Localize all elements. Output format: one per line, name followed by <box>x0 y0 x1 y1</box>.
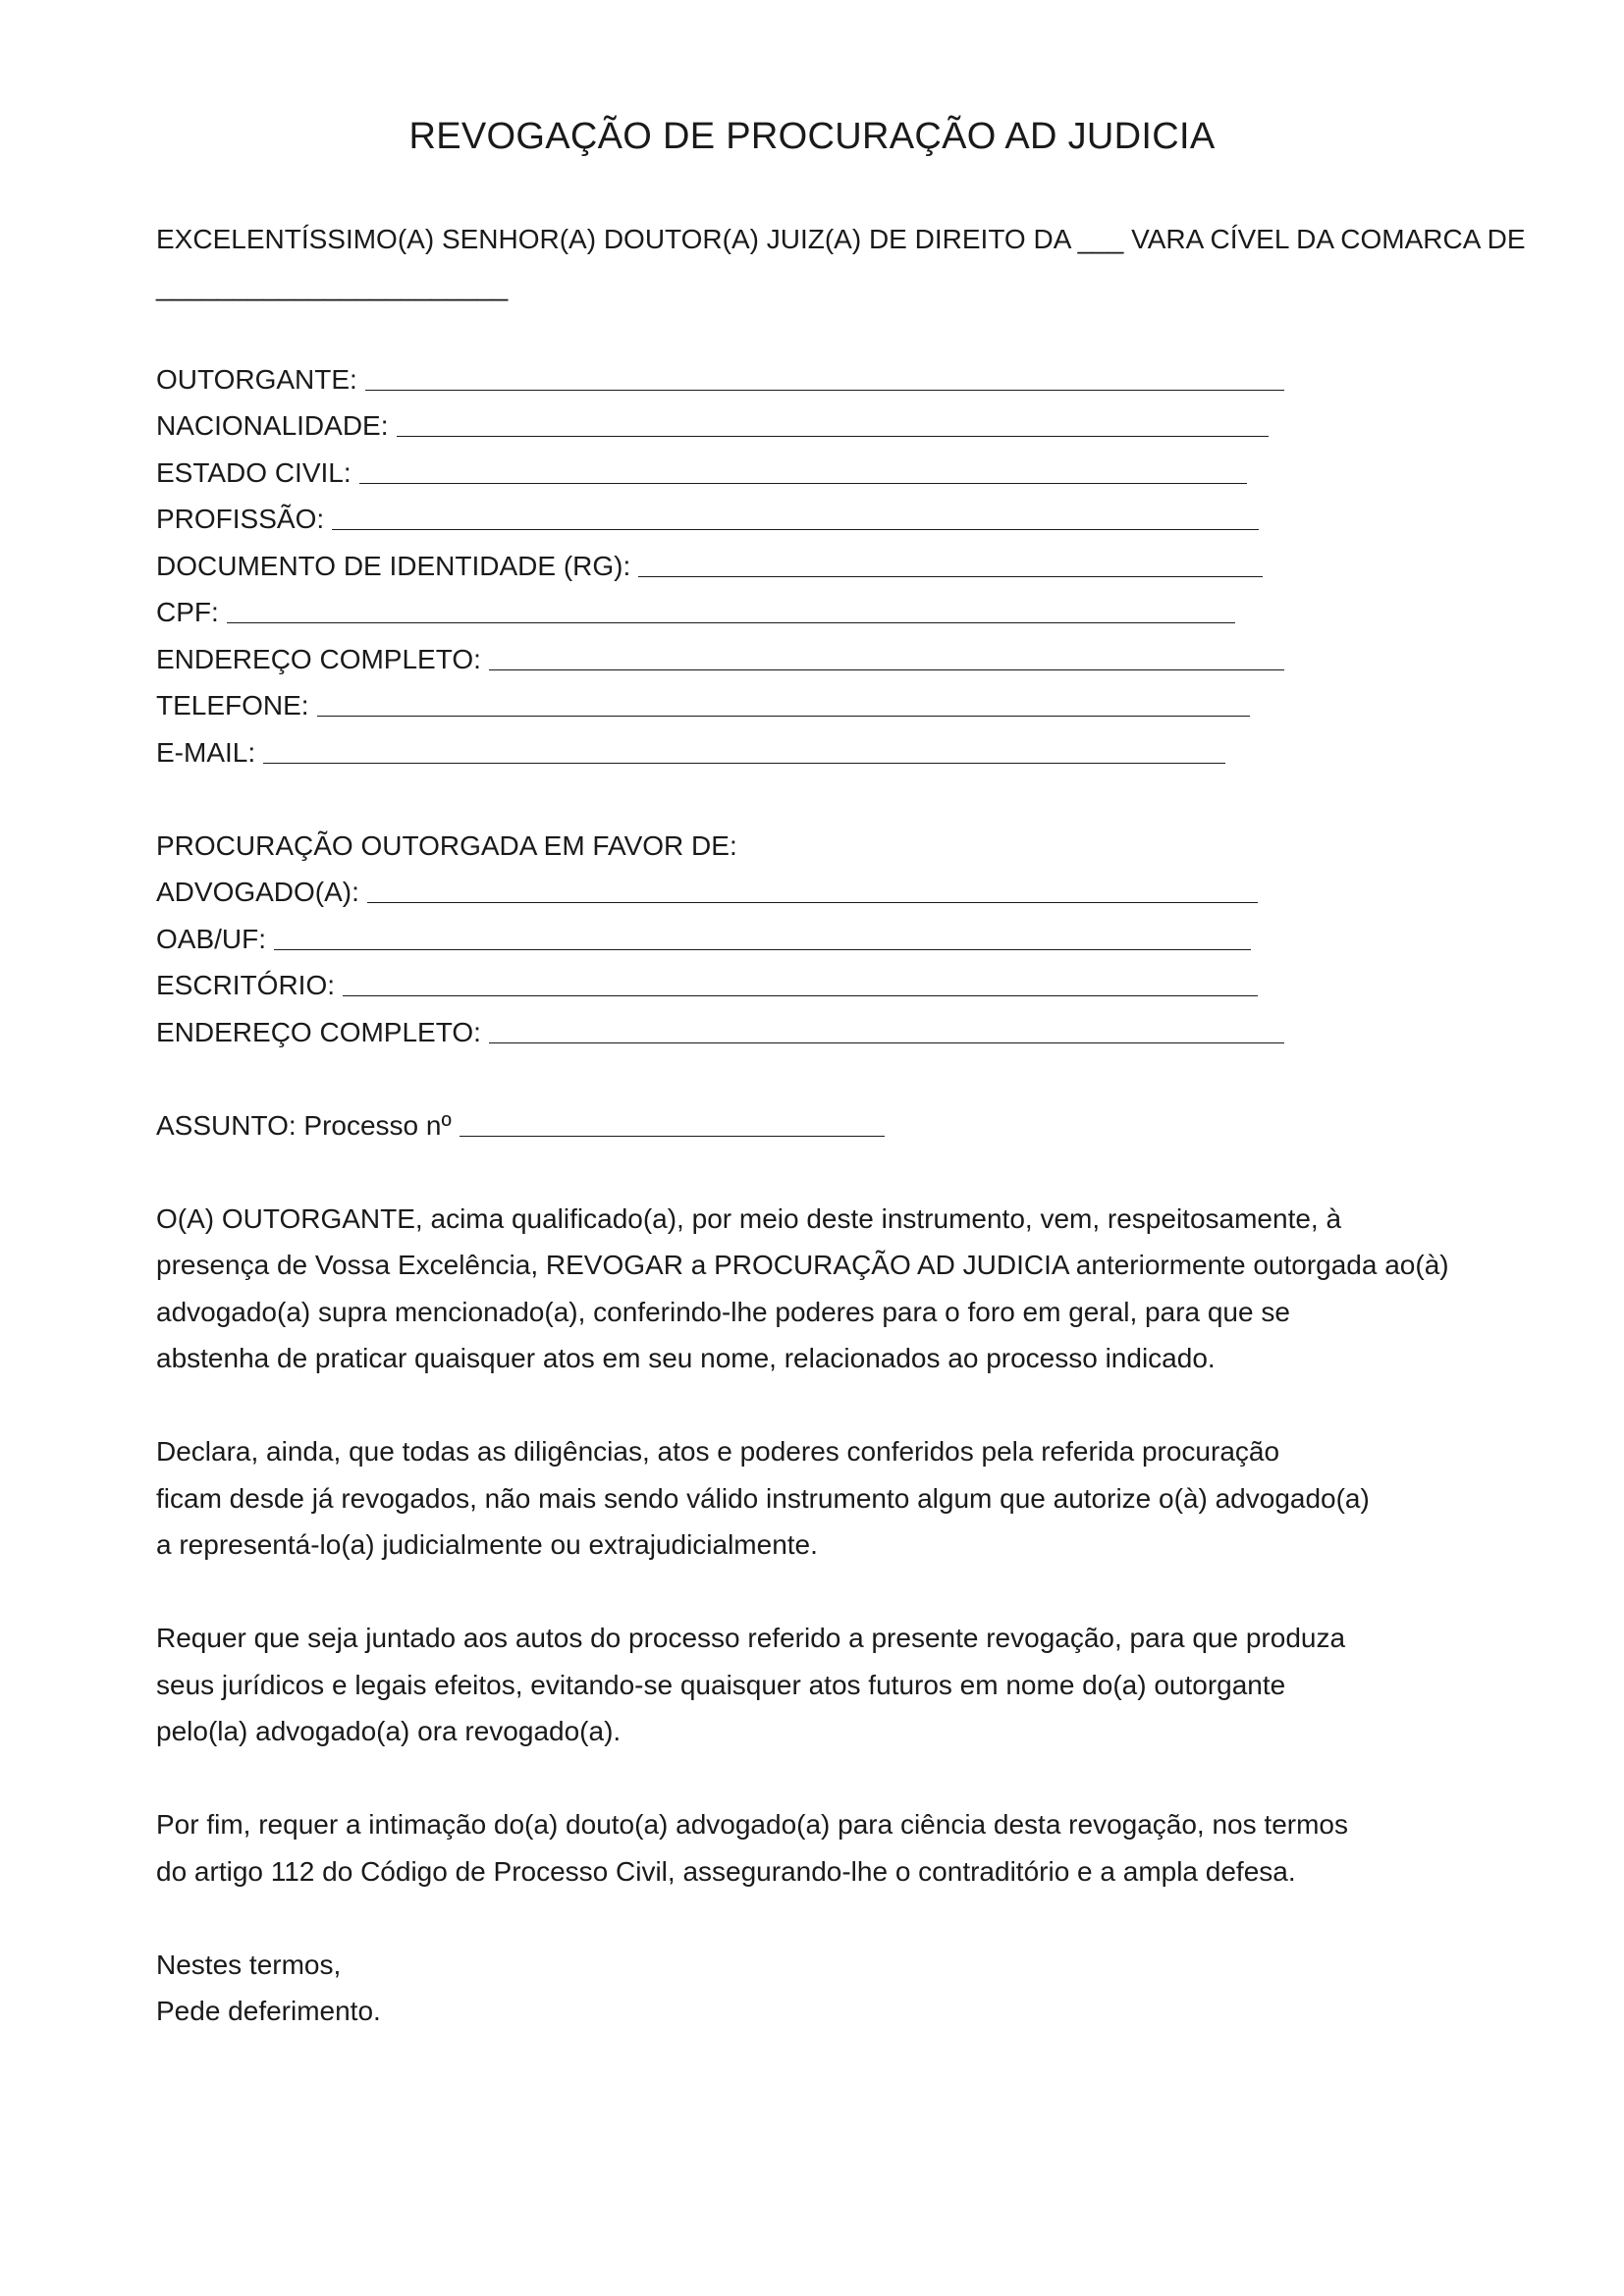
paragraph-line: Requer que seja juntado aos autos do processo referido a presente revogação, para que produza <box>156 1623 1346 1653</box>
field-label: CPF: <box>156 597 219 627</box>
field-label: DOCUMENTO DE IDENTIDADE (RG): <box>156 550 631 581</box>
paragraph-line: a representá-lo(a) judicialmente ou extrajudicialmente. <box>156 1529 818 1560</box>
field-label: ESCRITÓRIO: <box>156 970 336 1000</box>
document-body <box>156 216 1570 2035</box>
field-rg <box>156 543 1570 590</box>
court-address-line: EXCELENTÍSSIMO(A) SENHOR(A) DOUTOR(A) JUIZ(A) DE DIREITO DA ___ VARA CÍVEL DA COMARCA DE <box>156 224 1526 254</box>
field-oab <box>156 916 1570 963</box>
paragraph-line: advogado(a) supra mencionado(a), conferindo-lhe poderes para o foro em geral, para que se <box>156 1296 1290 1327</box>
paragraph-revogacao <box>156 1196 1570 1382</box>
field-label: ADVOGADO(A): <box>156 877 359 907</box>
field-label: OUTORGANTE: <box>156 363 357 395</box>
paragraph-requerimento <box>156 1615 1570 1755</box>
fill-line[interactable] <box>367 902 1258 903</box>
court-address-blank: _______________________ <box>156 270 509 301</box>
fill-line[interactable] <box>638 576 1263 577</box>
field-label: ASSUNTO: Processo nº <box>156 1109 452 1141</box>
fill-line[interactable] <box>343 995 1258 996</box>
field-label: ENDEREÇO COMPLETO: <box>156 643 481 674</box>
field-nacionalidade <box>156 402 1570 450</box>
field-advogado <box>156 869 1570 916</box>
field-assunto <box>156 1102 1570 1149</box>
field-label: ENDEREÇO COMPLETO: <box>156 1016 481 1047</box>
field-telefone <box>156 682 1570 729</box>
field-label: PROFISSÃO: <box>156 504 325 534</box>
fill-line[interactable] <box>365 390 1284 391</box>
fill-line[interactable] <box>263 763 1225 764</box>
field-outorgante <box>156 356 1570 403</box>
fill-line[interactable] <box>460 1136 885 1137</box>
procuracao-heading: PROCURAÇÃO OUTORGADA EM FAVOR DE: <box>156 829 737 861</box>
field-escritorio <box>156 962 1570 1009</box>
field-email <box>156 729 1570 776</box>
field-profissao <box>156 496 1570 543</box>
paragraph-line: O(A) OUTORGANTE, acima qualificado(a), por meio deste instrumento, vem, respeitosamente, à <box>156 1202 1342 1234</box>
closing-deferimento: Pede deferimento. <box>156 1996 381 2026</box>
fill-line[interactable] <box>489 669 1284 670</box>
field-label: OAB/UF: <box>156 923 267 954</box>
paragraph-intimacao <box>156 1801 1570 1895</box>
fill-line[interactable] <box>317 716 1250 717</box>
paragraph-line: abstenha de praticar quaisquer atos em seu nome, relacionados ao processo indicado. <box>156 1343 1216 1373</box>
field-endereco-advogado <box>156 1009 1570 1056</box>
fill-line[interactable] <box>227 622 1235 623</box>
paragraph-line: Declara, ainda, que todas as diligências, atos e poderes conferidos pela referida procuração <box>156 1436 1280 1467</box>
paragraph-line: seus jurídicos e legais efeitos, evitando-se quaisquer atos futuros em nome do(a) outorgante <box>156 1669 1286 1700</box>
fill-line[interactable] <box>274 949 1251 950</box>
paragraph-line: presença de Vossa Excelência, REVOGAR a PROCURAÇÃO AD JUDICIA anteriormente outorgada ao(à) <box>156 1250 1449 1280</box>
fill-line[interactable] <box>397 436 1269 437</box>
field-cpf <box>156 589 1570 636</box>
paragraph-line: pelo(la) advogado(a) ora revogado(a). <box>156 1716 622 1746</box>
field-label: E-MAIL: <box>156 736 256 768</box>
fill-line[interactable] <box>489 1042 1284 1043</box>
field-endereco-outorgante <box>156 636 1570 683</box>
field-estado-civil <box>156 450 1570 497</box>
fill-line[interactable] <box>332 529 1259 530</box>
fill-line[interactable] <box>359 483 1247 484</box>
paragraph-line: ficam desde já revogados, não mais sendo válido instrumento algum que autorize o(à) advogado(a) <box>156 1482 1370 1514</box>
field-label: ESTADO CIVIL: <box>156 456 352 488</box>
paragraph-declaracao <box>156 1428 1570 1569</box>
document-title: REVOGAÇÃO DE PROCURAÇÃO AD JUDICIA <box>408 116 1216 157</box>
closing-termos: Nestes termos, <box>156 1949 342 1980</box>
field-label: NACIONALIDADE: <box>156 410 389 441</box>
field-label: TELEFONE: <box>156 690 309 721</box>
paragraph-line: Por fim, requer a intimação do(a) douto(a) advogado(a) para ciência desta revogação, nos termos <box>156 1809 1348 1840</box>
paragraph-line: do artigo 112 do Código de Processo Civil, assegurando-lhe o contraditório e a ampla defesa. <box>156 1855 1296 1887</box>
